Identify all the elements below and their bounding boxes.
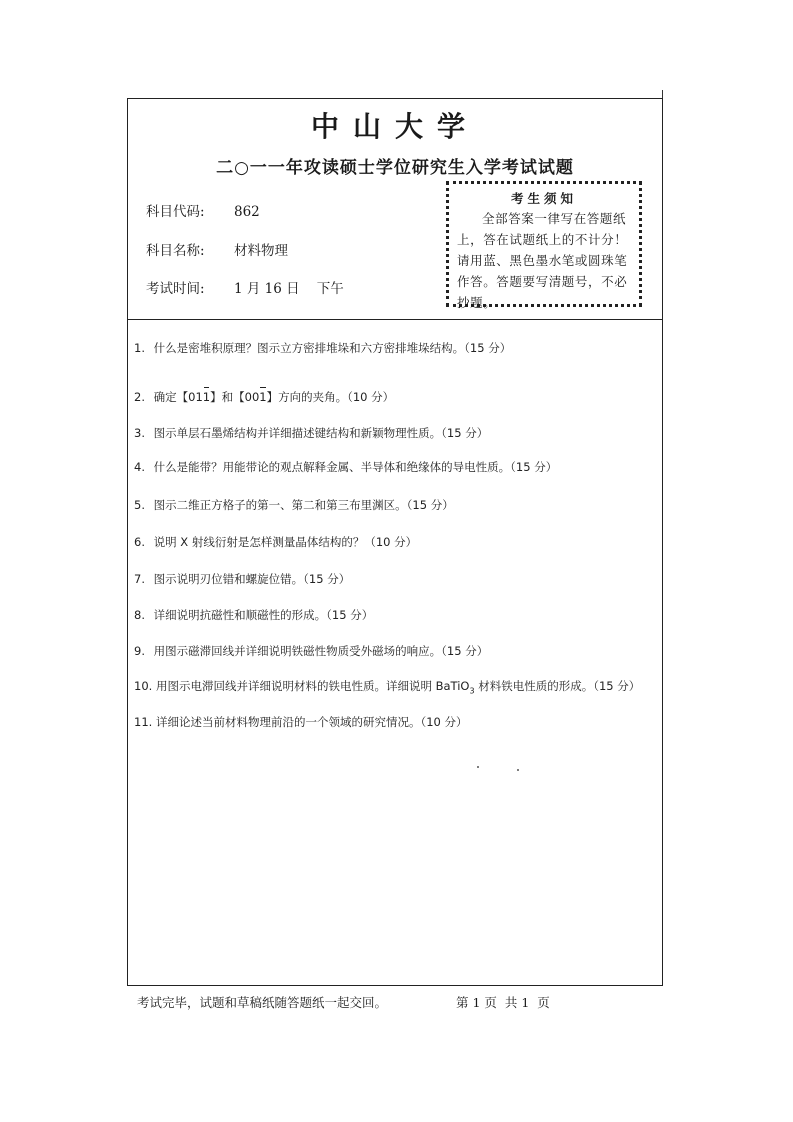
- question-text: 图示单层石墨烯结构并详细描述键结构和新颖物理性质。（15 分）: [153, 426, 489, 440]
- exam-sheet: [127, 98, 663, 986]
- subject-code-row: [146, 200, 260, 220]
- question-number: 4.: [134, 460, 145, 474]
- subscript-digit: 3: [469, 686, 475, 696]
- overbar-digit: 1: [202, 390, 211, 404]
- candidate-notice-box: [446, 181, 642, 310]
- exam-header: [128, 99, 662, 320]
- question-text: 用图示磁滞回线并详细说明铁磁性物质受外磁场的响应。（15 分）: [153, 644, 489, 658]
- question-text: 什么是能带？用能带论的观点解释金属、半导体和绝缘体的导电性质。（15 分）: [153, 460, 558, 474]
- university-title: 中山大学: [310, 110, 479, 143]
- footer-instruction: 考试完毕，试题和草稿纸随答题纸一起交回。: [137, 995, 388, 1010]
- question-text-part: 确定【: [153, 390, 189, 404]
- question-2: [134, 389, 394, 405]
- question-number: 11.: [134, 715, 153, 729]
- question-text: 说明 X 射线衍射是怎样测量晶体结构的？（10 分）: [153, 535, 418, 549]
- exam-time-value: 1 月 16 日 下午: [234, 281, 344, 297]
- question-8: [134, 607, 373, 623]
- question-text: 图示二维正方格子的第一、第二和第三布里渊区。（15 分）: [153, 498, 454, 512]
- subject-name-row: [146, 239, 288, 259]
- question-7: [134, 571, 350, 587]
- question-text: 图示说明刃位错和螺旋位错。（15 分）: [153, 572, 351, 586]
- notice-title: 考生须知: [510, 191, 577, 206]
- question-text-part: 】方向的夹角。（10 分）: [266, 390, 395, 404]
- exam-time-row: [146, 277, 344, 297]
- question-text-part: 用图示电滞回线并详细说明材料的铁电性质。详细说明 BaTiO: [155, 679, 470, 693]
- question-number: 2.: [134, 390, 145, 404]
- page-number: 第 1 页 共 1 页: [456, 995, 550, 1010]
- subject-code-label: 科目代码:: [146, 204, 205, 220]
- question-number: 10.: [134, 679, 153, 693]
- question-text-part: 】和【: [210, 390, 245, 404]
- question-4: [134, 459, 557, 475]
- subject-name-value: 材料物理: [234, 243, 288, 259]
- question-number: 7.: [134, 572, 145, 586]
- question-6: [134, 534, 417, 550]
- subject-code-value: 862: [234, 204, 260, 220]
- question-number: 1.: [134, 341, 145, 355]
- exam-time-label: 考试时间:: [146, 281, 205, 297]
- question-text: 详细说明抗磁性和顺磁性的形成。（15 分）: [153, 608, 374, 622]
- overbar-digit: 1: [259, 390, 267, 404]
- question-number: 8.: [134, 608, 145, 622]
- exam-title: 二○一一年攻读硕士学位研究生入学考试试题: [216, 158, 574, 178]
- scan-speck: [477, 766, 479, 768]
- subject-name-label: 科目名称:: [146, 243, 205, 259]
- scan-speck: [517, 769, 519, 771]
- question-11: [134, 714, 468, 730]
- question-text-part: 材料铁电性质的形成。（15 分）: [474, 679, 641, 693]
- question-number: 3.: [134, 426, 145, 440]
- question-9: [134, 643, 488, 659]
- question-3: [134, 425, 488, 441]
- question-text: 什么是密堆积原理？图示立方密排堆垛和六方密排堆垛结构。（15 分）: [153, 341, 512, 355]
- question-10: [134, 678, 640, 695]
- question-number: 6.: [134, 535, 145, 549]
- direction-index: 01: [188, 390, 203, 404]
- question-1: [134, 340, 511, 356]
- question-number: 5.: [134, 498, 145, 512]
- notice-body: 全部答案一律写在答题纸上，答在试题纸上的不计分！请用蓝、黑色墨水笔或圆珠笔作答。答题要写清题号，不必抄题。: [457, 211, 628, 310]
- question-number: 9.: [134, 644, 145, 658]
- question-text: 详细论述当前材料物理前沿的一个领域的研究情况。（10 分）: [155, 715, 468, 729]
- direction-index: 00: [244, 390, 260, 404]
- question-5: [134, 497, 454, 513]
